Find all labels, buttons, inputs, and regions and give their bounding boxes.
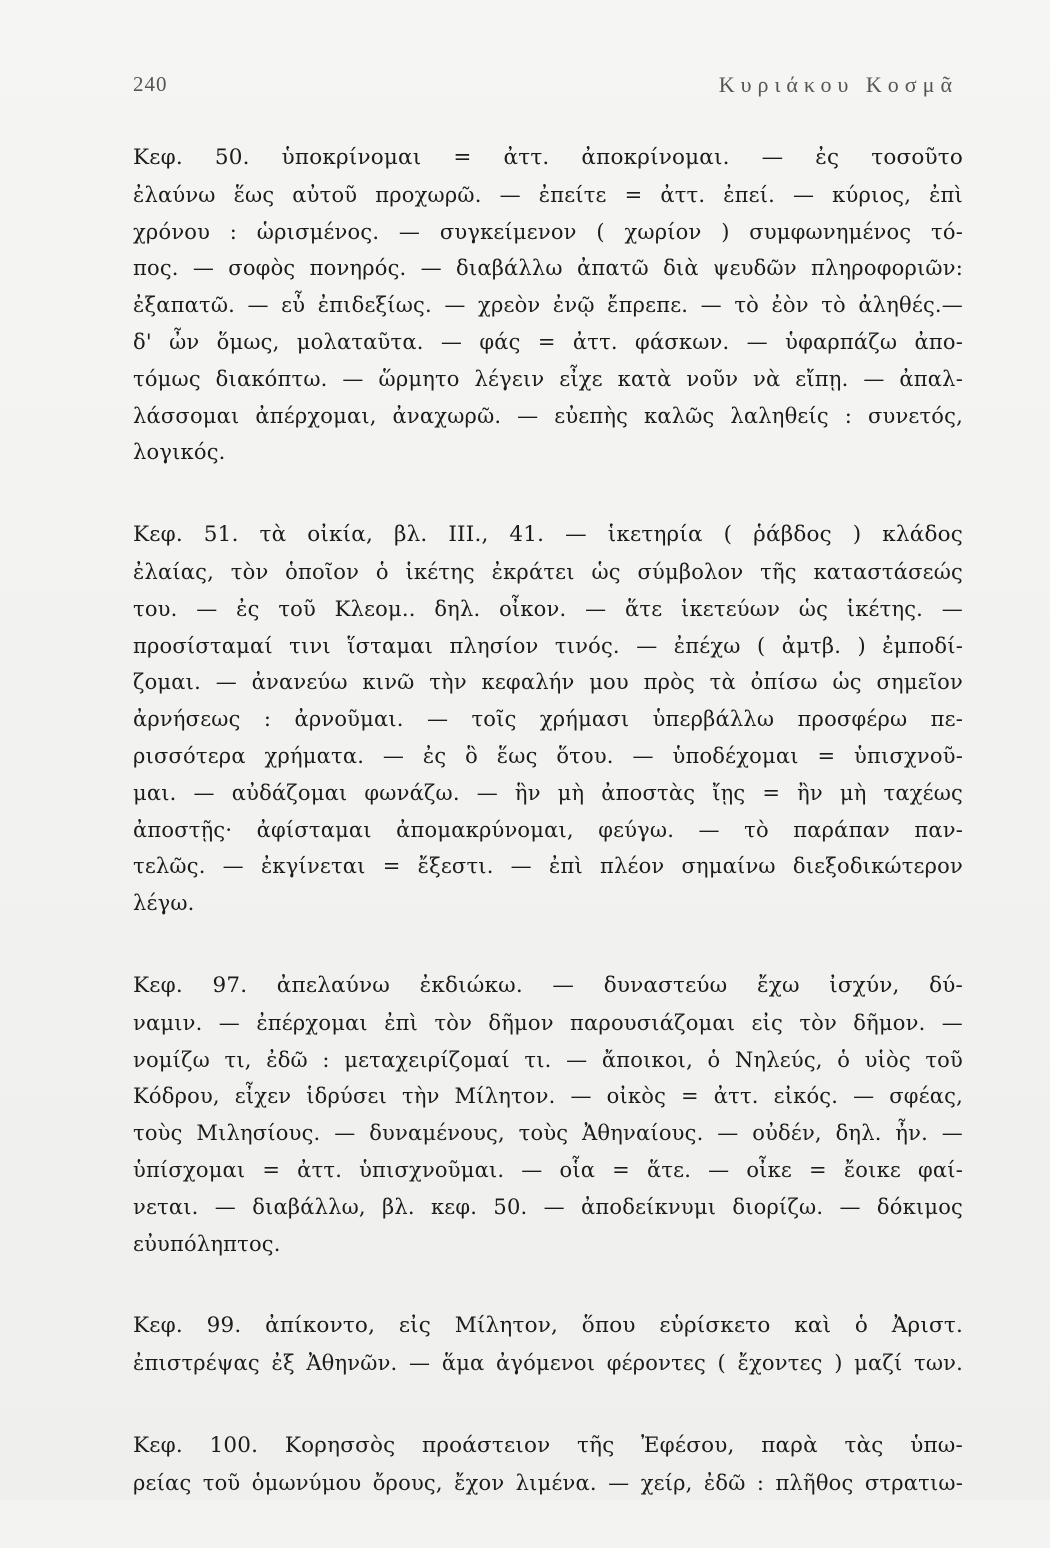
text-line: προσίσταμαί τινι ἵσταμαι πλησίον τινός. — ἐπέχω ( ἀμτβ. ) ἐμποδί- xyxy=(133,633,963,658)
text-line: ἐλαίας, τὸν ὁποῖον ὁ ἱκέτης ἐκράτει ὡς σύμβολον τῆς καταστάσεώς xyxy=(133,559,963,584)
text-line: νεται. — διαβάλλω, βλ. κεφ. 50. — ἀποδείκνυμι διορίζω. — δόκιμος xyxy=(133,1194,963,1219)
text-line: Κεφ. 97. ἀπελαύνω ἐκδιώκω. — δυναστεύω ἔχω ἰσχύν, δύ- xyxy=(133,972,963,998)
text-line: δ' ὦν ὅμως, μολαταῦτα. — φάς = ἀττ. φάσκων. — ὑφαρπάζω ἀπο- xyxy=(133,329,963,354)
text-line: Κεφ. 50. ὑποκρίνομαι = ἀττ. ἀποκρίνομαι. — ἐς τοσοῦτο xyxy=(133,145,963,170)
text-line: ἐπιστρέψας ἐξ Ἀθηνῶν. — ἅμα ἀγόμενοι φέροντες ( ἔχοντες ) μαζί των. xyxy=(133,1351,963,1376)
text-line: λέγω. xyxy=(133,891,195,916)
text-line: Κόδρου, εἶχεν ἱδρύσει τὴν Μίλητον. — οἰκὸς = ἀττ. εἰκός. — σφέας, xyxy=(133,1084,963,1109)
running-head: Κυριάκου Κοσμᾶ xyxy=(718,72,958,97)
text-line: τελῶς. — ἐκγίνεται = ἔξεστι. — ἐπὶ πλέον σημαίνω διεξοδικώτερον xyxy=(133,854,963,879)
text-line: χρόνου : ὡρισμένος. — συγκείμενον ( χωρίον ) συμφωνημένος τό- xyxy=(133,219,963,244)
text-line: ζομαι. — ἀνανεύω κινῶ τὴν κεφαλήν μου πρὸς τὰ ὀπίσω ὡς σημεῖον xyxy=(133,670,963,695)
text-line: εὐυπόληπτος. xyxy=(133,1231,281,1256)
text-line: λάσσομαι ἀπέρχομαι, ἀναχωρῶ. — εὐεπὴς καλῶς λαληθείς : συνετός, xyxy=(133,403,963,428)
text-line: Κεφ. 100. Κορησσὸς προάστειον τῆς Ἐφέσου, παρὰ τὰς ὑπω- xyxy=(133,1432,963,1458)
chapter-50-notes xyxy=(133,140,963,471)
text-line: ρείας τοῦ ὁμωνύμου ὄρους, ἔχον λιμένα. — χείρ, ἐδῶ : πλῆθος στρατιω- xyxy=(133,1470,963,1495)
text-line: ἀρνήσεως : ἀρνοῦμαι. — τοῖς χρήμασι ὑπερβάλλω προσφέρω πε- xyxy=(133,707,963,732)
text-line: του. — ἐς τοῦ Κλεομ.. δηλ. οἶκον. — ἅτε ἱκετεύων ὡς ἱκέτης. — xyxy=(133,596,963,621)
text-line: Κεφ. 51. τὰ οἰκία, βλ. ΙΙΙ., 41. — ἱκετηρία ( ῥάβδος ) κλάδος xyxy=(133,522,963,548)
page-header xyxy=(133,72,958,100)
chapter-100-notes xyxy=(133,1428,963,1502)
text-line: ἀποστῇς· ἀφίσταμαι ἀπομακρύνομαι, φεύγω. — τὸ παράπαν παν- xyxy=(133,817,963,842)
text-line: λογικός. xyxy=(133,440,226,465)
text-line: μαι. — αὐδάζομαι φωνάζω. — ἣν μὴ ἀποστὰς ἴῃς = ἢν μὴ ταχέως xyxy=(133,780,963,805)
page-number: 240 xyxy=(133,72,168,96)
text-line: ὑπίσχομαι = ἀττ. ὑπισχνοῦμαι. — οἷα = ἅτε. — οἶκε = ἔοικε φαί- xyxy=(133,1157,963,1182)
chapter-51-notes xyxy=(133,517,963,922)
chapter-97-notes xyxy=(133,968,963,1262)
text-line: τόμως διακόπτω. — ὥρμητο λέγειν εἶχε κατὰ νοῦν νὰ εἴπῃ. — ἀπαλ- xyxy=(133,366,963,391)
text-line: Κεφ. 99. ἀπίκοντο, εἰς Μίλητον, ὅπου εὑρίσκετο καὶ ὁ Ἀριστ. xyxy=(133,1313,963,1339)
text-line: ἐξαπατῶ. — εὖ ἐπιδεξίως. — χρεὸν ἐνῷ ἔπρεπε. — τὸ ἐὸν τὸ ἀληθές.— xyxy=(133,293,963,318)
text-line: τοὺς Μιλησίους. — δυναμένους, τοὺς Ἀθηναίους. — οὐδέν, δηλ. ἦν. — xyxy=(133,1121,963,1146)
text-line: ἐλαύνω ἕως αὐτοῦ προχωρῶ. — ἐπείτε = ἀττ. ἐπεί. — κύριος, ἐπὶ xyxy=(133,182,963,207)
text-line: ναμιν. — ἐπέρχομαι ἐπὶ τὸν δῆμον παρουσιάζομαι εἰς τὸν δῆμον. — xyxy=(133,1010,963,1035)
text-line: ρισσότερα χρήματα. — ἐς ὃ ἕως ὅτου. — ὑποδέχομαι = ὑπισχνοῦ- xyxy=(133,743,963,768)
text-line: πος. — σοφὸς πονηρός. — διαβάλλω ἀπατῶ διὰ ψευδῶν πληροφοριῶν: xyxy=(133,256,963,281)
chapter-99-notes xyxy=(133,1308,963,1382)
commentary-text xyxy=(133,140,963,1548)
text-line: νομίζω τι, ἐδῶ : μεταχειρίζομαί τι. — ἄποικοι, ὁ Νηλεύς, ὁ υἱὸς τοῦ xyxy=(133,1047,963,1072)
